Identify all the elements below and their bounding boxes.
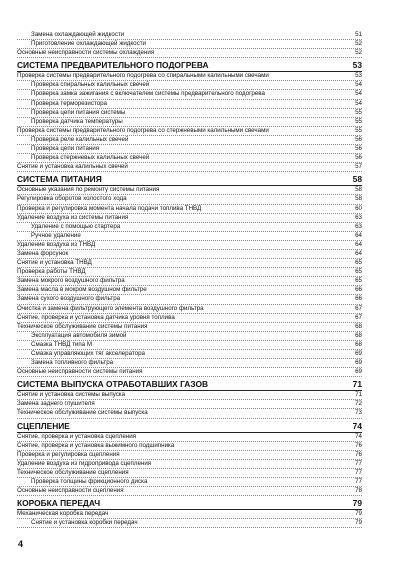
toc-entry-page: 55 [355, 126, 362, 134]
toc-entry [17, 400, 362, 409]
toc-entry [17, 305, 362, 314]
toc-entry [17, 81, 362, 90]
toc-entry [17, 487, 362, 496]
toc-entry [17, 31, 362, 40]
toc-entry [17, 145, 362, 154]
toc-entry-page: 78 [355, 487, 362, 495]
toc-entry-page: 73 [355, 409, 362, 417]
toc-entry-page: 52 [355, 49, 362, 57]
toc-entry [17, 359, 362, 368]
toc-entry-title: Замена масла в мокром воздушном фильтре [17, 286, 147, 294]
toc-entry-page: 63 [355, 222, 362, 230]
toc-entry-page: 77 [355, 478, 362, 486]
toc-entry-title: Смазка управляющих тяг акселератора [31, 350, 145, 357]
toc-entry-title: Регулировка оборотов холостого хода [17, 195, 127, 203]
toc-entry [17, 510, 362, 519]
toc-entry [17, 314, 362, 323]
toc-entry-page: 58 [352, 174, 362, 185]
toc-entry-title: Проверка терморезистора [31, 99, 107, 107]
toc-entry-page: 64 [355, 240, 362, 248]
toc-entry [17, 223, 362, 232]
toc-entry [17, 368, 362, 377]
toc-entry-title: Проверка системы предварительного подогрева со спиральными калильными свечами [17, 72, 269, 80]
toc-entry-title: СИСТЕМА ВЫПУСКА ОТРАБОТАВШИХ ГАЗОВ [17, 379, 209, 390]
toc-entry-page: 57 [355, 163, 362, 171]
toc-entry-title: Очистка и замена фильтрующего элемента воздушного фильтра [17, 304, 204, 312]
toc-entry-page: 65 [355, 277, 362, 285]
toc-entry [17, 90, 362, 99]
toc-entry [17, 118, 362, 127]
toc-section-heading [17, 421, 362, 433]
toc-entry-title: Проверка и регулировка сцепления [17, 450, 120, 458]
toc-entry-title: Удаление воздуха из ТНВД [17, 240, 96, 248]
toc-entry-title: Ручное удаление [31, 231, 81, 239]
toc-entry [17, 350, 362, 359]
toc-entry-page: 71 [355, 391, 362, 399]
toc-entry [17, 186, 362, 195]
toc-entry-page: 53 [355, 72, 362, 80]
toc-entry-title: Снятие и установка ТНВД [17, 259, 92, 267]
toc-entry-title: СИСТЕМА ПРЕДВАРИТЕЛЬНОГО ПОДОГРЕВА [17, 60, 209, 71]
toc-entry-page: 65 [355, 259, 362, 267]
toc-entry-title: Основные неисправности системы охлаждения [17, 49, 155, 57]
toc-entry [17, 460, 362, 469]
toc-entry-page: 66 [355, 286, 362, 294]
toc-entry-page: 79 [355, 510, 362, 518]
toc-entry-page: 68 [355, 322, 362, 330]
toc-entry-title: СЦЕПЛЕНИЕ [17, 420, 70, 431]
toc-section-heading [17, 174, 362, 186]
toc-entry-title: Техническое обслуживание системы питания [17, 322, 148, 330]
toc-entry-page: 77 [355, 459, 362, 467]
toc-entry [17, 259, 362, 268]
toc-entry-title: Смазка ТНВД типа М [31, 340, 93, 348]
toc-entry-title: СИСТЕМА ПИТАНИЯ [17, 174, 102, 185]
toc-entry [17, 250, 362, 259]
toc-section-heading [17, 379, 362, 391]
toc-entry-title: Замена мокрого воздушного фильтра [17, 277, 125, 285]
toc-entry [17, 232, 362, 241]
toc-entry-title: Удаление с помощью стартера [31, 222, 121, 230]
toc-entry-page: 67 [355, 313, 362, 321]
toc-entry-title: Проверка цепи питания [31, 145, 100, 153]
toc-entry [17, 214, 362, 223]
toc-entry-title: Удаление воздуха из системы питания [17, 213, 129, 221]
toc-entry [17, 409, 362, 418]
toc-entry-page: 66 [355, 295, 362, 303]
toc-entry-title: Замена заднего глушителя [17, 400, 95, 408]
toc-entry [17, 277, 362, 286]
toc-entry [17, 332, 362, 341]
toc-entry-title: Проверка толщины фрикционного диска [31, 478, 148, 486]
toc-entry [17, 241, 362, 250]
toc-entry [17, 163, 362, 172]
toc-entry [17, 195, 362, 204]
toc-entry-page: 74 [352, 420, 362, 431]
toc-entry-title: Проверка стержневых калильных свечей [31, 154, 150, 162]
toc-entry-page: 63 [355, 213, 362, 221]
toc-entry-title: Замена сухого воздушного фильтра [17, 295, 121, 303]
toc-entry-title: Основные указания по ремонту системы питания [17, 186, 160, 194]
page-number: 4 [18, 539, 24, 549]
toc-entry [17, 451, 362, 460]
toc-entry-page: 77 [355, 468, 362, 476]
toc-entry [17, 469, 362, 478]
toc-entry-title: Удаление воздуха из гидропривода сцепления [17, 459, 152, 467]
toc-entry-title: Эксплуатация автомобиля зимой [31, 331, 127, 339]
toc-entry [17, 49, 362, 58]
toc-entry-title: Основные неисправности сцепления [17, 487, 124, 495]
toc-entry-page: 69 [355, 368, 362, 376]
toc-entry-title: Замена топливного фильтра [31, 359, 114, 367]
toc-entry-title: Снятие и установка системы выпуска [17, 391, 126, 399]
toc-entry-page: 51 [355, 31, 362, 38]
toc-entry-page: 55 [355, 108, 362, 116]
toc-entry-title: Снятие, проверка и установка сцепления [17, 432, 137, 440]
toc-entry-page: 54 [355, 90, 362, 98]
toc-entry [17, 109, 362, 118]
toc-entry-page: 60 [355, 204, 362, 212]
toc-section-heading [17, 498, 362, 510]
toc-entry [17, 268, 362, 277]
toc-entry-title: Проверка реле калильных свечей [31, 135, 129, 143]
toc-entry-page: 58 [355, 195, 362, 203]
toc-entry-title: Техническое обслуживание системы выпуска [17, 409, 148, 417]
toc-entry-page: 55 [355, 117, 362, 125]
toc-entry [17, 341, 362, 350]
toc-entry-page: 74 [355, 432, 362, 440]
toc-entry-page: 53 [352, 60, 362, 71]
toc-entry-title: Основные неисправности системы питания [17, 368, 143, 376]
toc-entry-page: 68 [355, 331, 362, 339]
toc-entry-title: Техническое обслуживание сцепления [17, 468, 129, 476]
toc-section-heading [17, 60, 362, 72]
toc-entry-page: 72 [355, 400, 362, 408]
toc-entry [17, 286, 362, 295]
toc-entry-title: Замена охлаждающей жидкости [31, 31, 125, 38]
toc-entry-page: 64 [355, 249, 362, 257]
table-of-contents [17, 31, 362, 528]
toc-entry [17, 323, 362, 332]
toc-entry-title: Механическая коробка передач [17, 510, 109, 518]
toc-entry-page: 52 [355, 40, 362, 48]
toc-entry [17, 136, 362, 145]
toc-entry-page: 68 [355, 340, 362, 348]
toc-entry-page: 79 [352, 498, 362, 509]
toc-entry [17, 127, 362, 136]
toc-entry-page: 69 [355, 350, 362, 357]
toc-entry [17, 478, 362, 487]
toc-entry-title: Проверка системы предварительного подогрева со стержневыми калильными свечами [17, 126, 269, 134]
toc-entry-title: Проверка замка зажигания с включателем системы предварительного подогрева [31, 90, 265, 98]
toc-entry-page: 79 [355, 519, 362, 527]
toc-entry [17, 205, 362, 214]
toc-entry-page: 71 [352, 379, 362, 390]
toc-entry [17, 442, 362, 451]
toc-entry-page: 76 [355, 450, 362, 458]
toc-entry-page: 56 [355, 154, 362, 162]
toc-entry-page: 64 [355, 231, 362, 239]
toc-entry-title: Проверка и регулировка момента начала подачи топлива ТНВД [17, 204, 202, 212]
toc-entry-title: Снятие, проверка и установка датчика уровня топлива [17, 313, 175, 321]
toc-entry-title: Приготовление охлаждающей жидкости [31, 40, 146, 48]
toc-entry-title: Проверка работы ТНВД [17, 268, 86, 276]
toc-entry [17, 391, 362, 400]
toc-entry-title: Проверка датчика температуры [31, 117, 123, 125]
toc-entry-title: Снятие, проверка и установка выжимного подшипника [17, 441, 175, 449]
toc-entry [17, 433, 362, 442]
toc-entry-title: Замена форсунок [17, 249, 69, 257]
toc-entry-page: 58 [355, 186, 362, 194]
toc-entry [17, 519, 362, 528]
toc-entry-title: Снятие и установка калильных свечей [17, 163, 128, 171]
toc-entry-title: Проверка цепи питания системы [31, 108, 126, 116]
toc-entry [17, 40, 362, 49]
toc-entry-page: 56 [355, 145, 362, 153]
toc-entry [17, 72, 362, 81]
toc-entry-page: 54 [355, 99, 362, 107]
toc-entry-title: КОРОБКА ПЕРЕДАЧ [17, 498, 101, 509]
toc-entry [17, 295, 362, 304]
toc-entry-title: Проверка спиральных калильных свечей [31, 81, 150, 89]
toc-entry-page: 56 [355, 135, 362, 143]
toc-entry-page: 65 [355, 268, 362, 276]
toc-entry-page: 54 [355, 81, 362, 89]
toc-entry [17, 100, 362, 109]
toc-entry-page: 69 [355, 359, 362, 367]
toc-entry-page: 67 [355, 304, 362, 312]
toc-entry-title: Снятие и установка коробки передач [31, 519, 138, 527]
toc-entry [17, 154, 362, 163]
toc-entry-page: 76 [355, 441, 362, 449]
